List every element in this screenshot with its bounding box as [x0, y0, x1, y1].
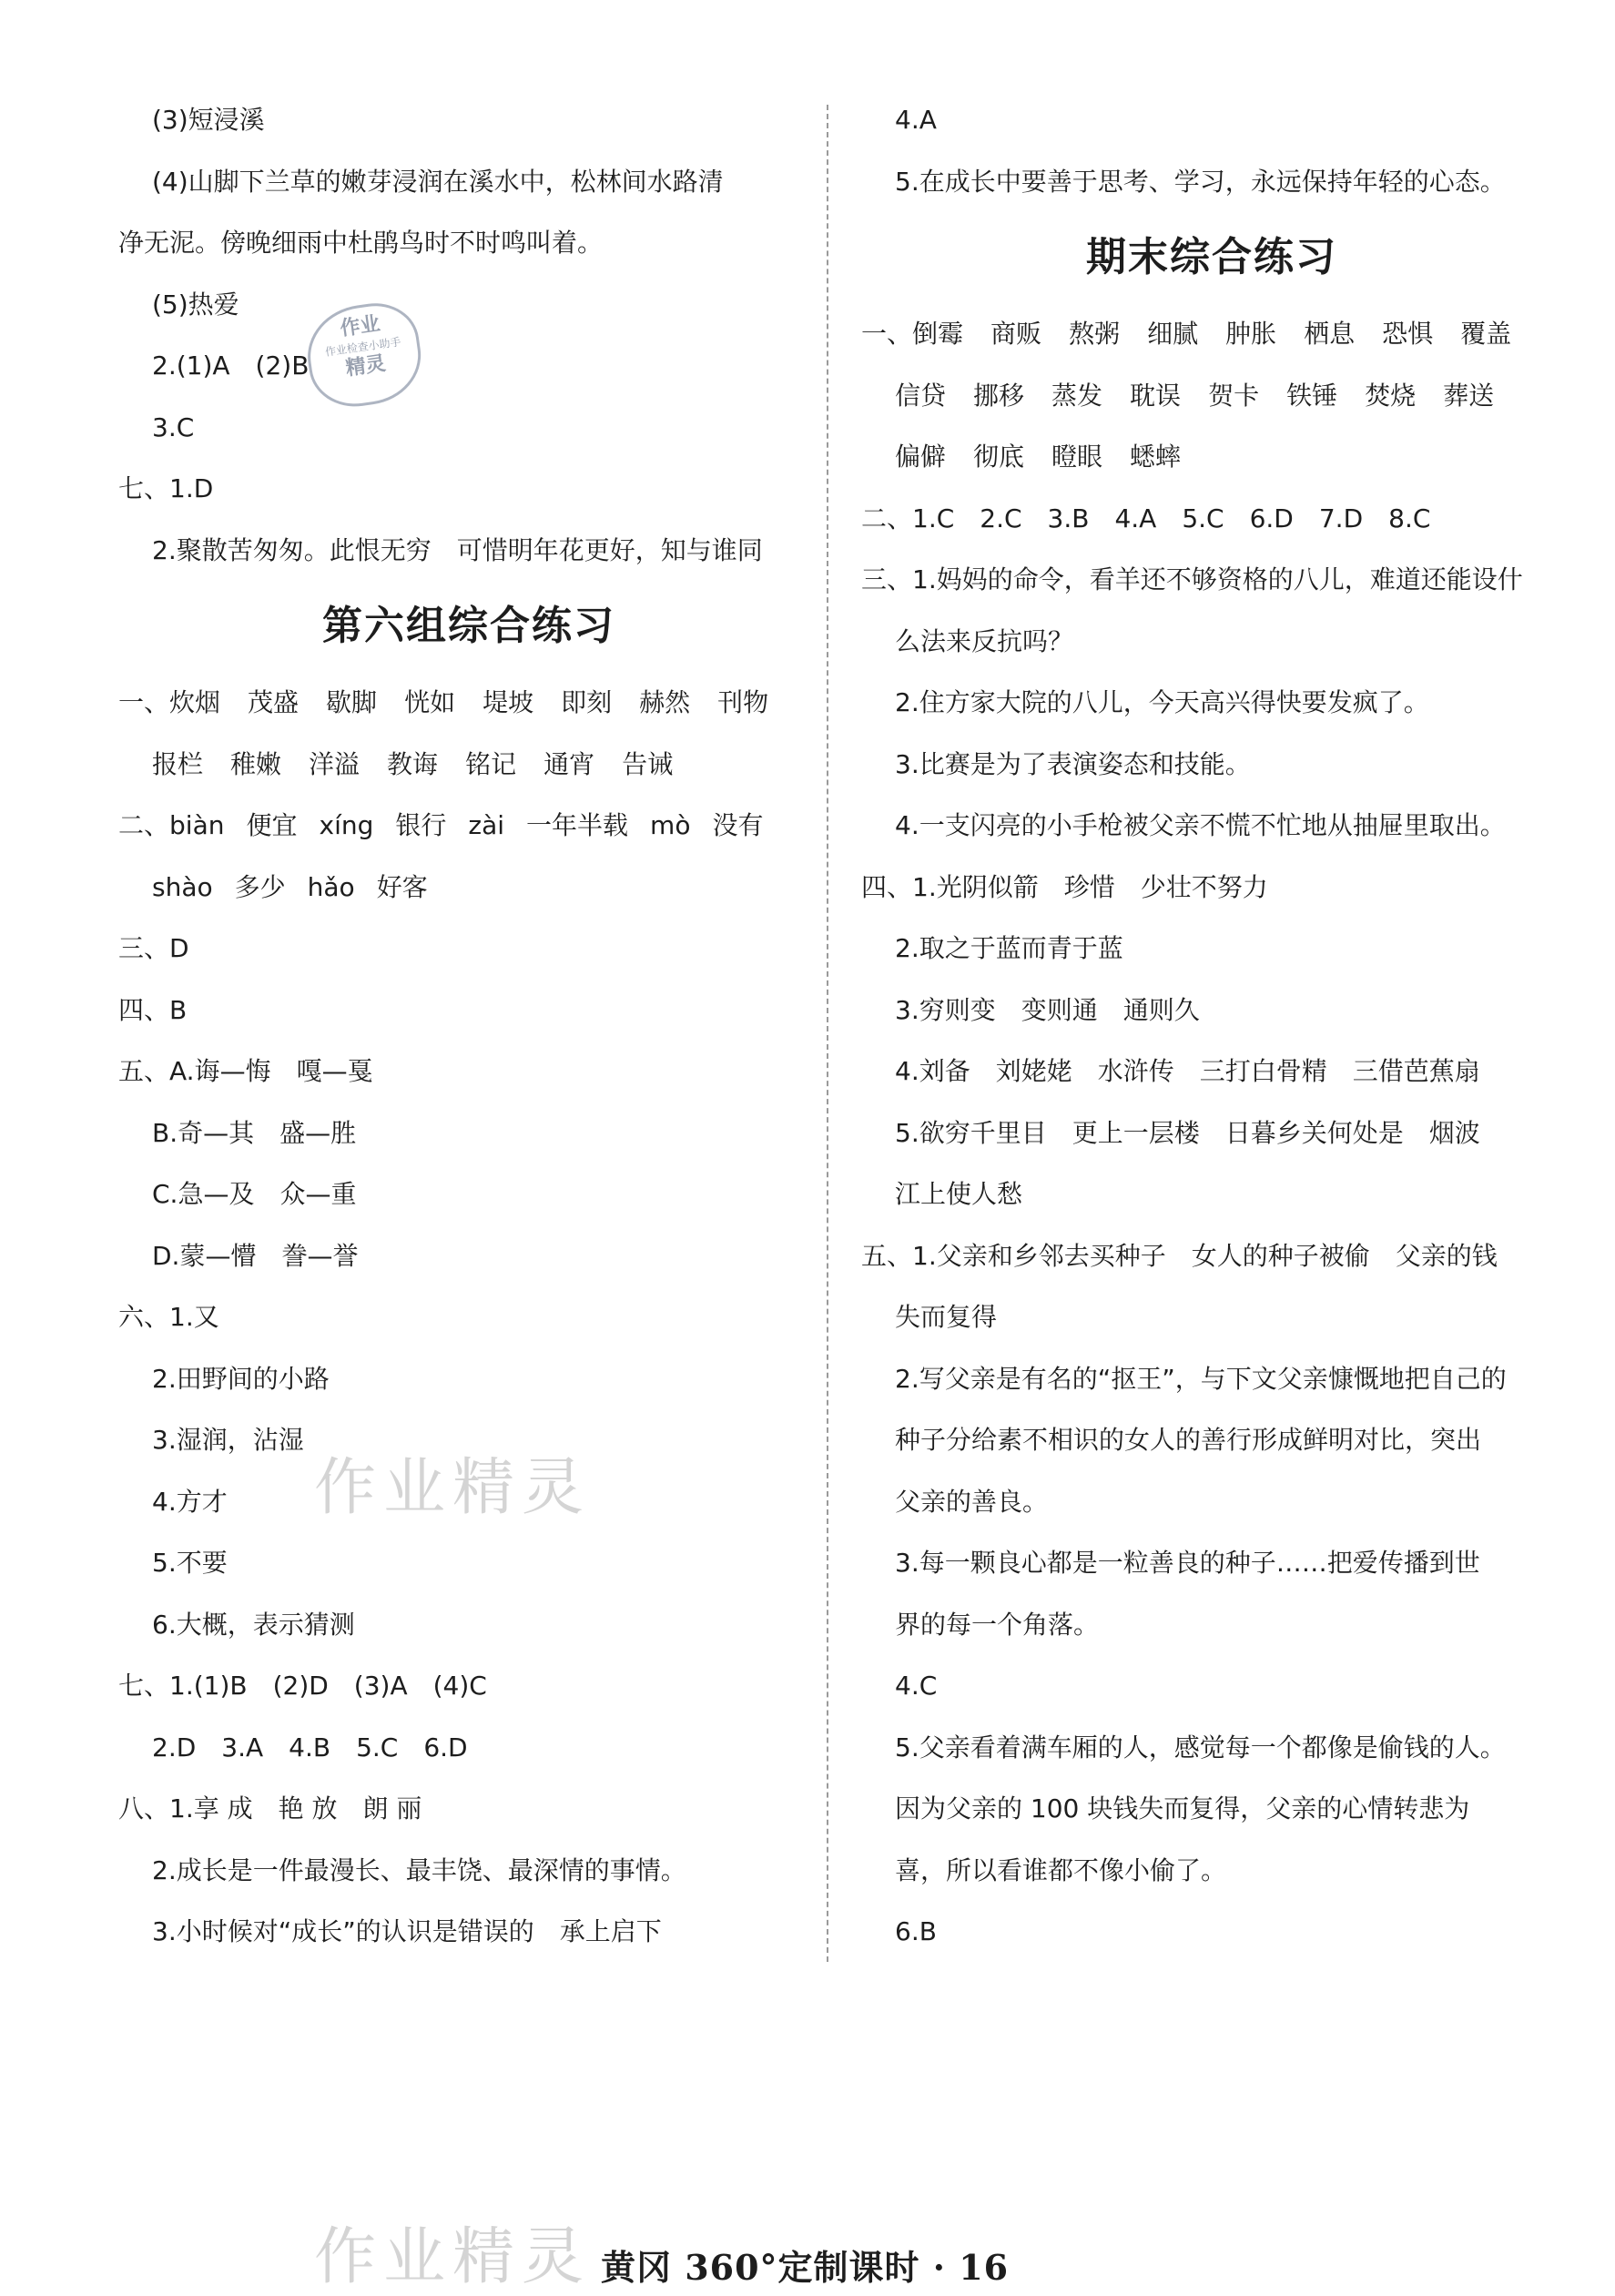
term: 贺卡	[1208, 380, 1260, 411]
section-label: 一、	[118, 687, 170, 717]
term: 细腻	[1147, 319, 1199, 349]
answer-line: 喜，所以看谁都不像小偷了。	[895, 1854, 1227, 1885]
answer-line: 四、B	[118, 994, 188, 1025]
word: 多少	[234, 871, 286, 902]
term: 商贩	[990, 319, 1042, 349]
word: 好客	[376, 871, 428, 902]
answer-line: 因为父亲的 100 块钱失而复得，父亲的心情转悲为	[895, 1793, 1470, 1824]
answer-line: 4.一支闪亮的小手枪被父亲不慌不忙地从抽屉里取出。	[895, 810, 1506, 840]
answer-line: 3.比赛是为了表演姿态和技能。	[895, 748, 1251, 779]
term: 彻底	[973, 442, 1025, 472]
answer-line: 6.大概，表示猜测	[152, 1609, 355, 1640]
answer-line: 5.在成长中要善于思考、学习，永远保持年轻的心态。	[895, 166, 1506, 197]
term: 炊烟	[169, 687, 221, 717]
answer-line: 4.A	[895, 105, 937, 135]
answer-line: 2.成长是一件最漫长、最丰饶、最深情的事情。	[152, 1854, 686, 1885]
terms-row	[118, 734, 819, 796]
term: 茂盛	[248, 687, 300, 717]
word: 便宜	[246, 810, 298, 840]
answer-line: 2.D 3.A 4.B 5.C 6.D	[152, 1732, 468, 1763]
answer-line: 5.欲穷千里目 更上一层楼 日暮乡关何处是 烟波	[895, 1117, 1480, 1148]
answer-line: 4.刘备 刘姥姥 水浒传 三打白骨精 三借芭蕉扇	[895, 1056, 1480, 1086]
answer-line: 三、1.妈妈的命令，看羊还不够资格的八儿，难道还能设什	[861, 564, 1523, 594]
answer-line: 二、1.C 2.C 3.B 4.A 5.C 6.D 7.D 8.C	[861, 503, 1431, 533]
page-footer: 黄冈 360°定制课时 · 16	[601, 2247, 1010, 2288]
word: 银行	[395, 810, 447, 840]
answer-line: 界的每一个角落。	[895, 1609, 1100, 1640]
answer-line: 2.住方家大院的八儿，今天高兴得快要发疯了。	[895, 687, 1429, 717]
pinyin: hǎo	[307, 871, 355, 902]
word: 一年半载	[526, 810, 629, 840]
word: 没有	[712, 810, 764, 840]
term: 刊物	[717, 687, 769, 717]
term: 熬粥	[1069, 319, 1121, 349]
term: 栖息	[1304, 319, 1356, 349]
pinyin: xíng	[319, 810, 374, 840]
pinyin: shào	[152, 871, 213, 902]
term: 瞪眼	[1051, 442, 1103, 472]
answer-line: 4.方才	[152, 1486, 228, 1517]
term: 蟋蟀	[1130, 442, 1182, 472]
answer-line: 么法来反抗吗？	[895, 625, 1074, 656]
answer-line: 八、1.享 成 艳 放 朗 丽	[118, 1793, 422, 1824]
answer-line: 3.C	[152, 411, 195, 442]
stamp-text: 作业	[339, 312, 382, 341]
answer-line: 2.聚散苦匆匆。此恨无穷 可惜明年花更好，知与谁同	[152, 534, 763, 565]
term: 肿胀	[1225, 319, 1277, 349]
answer-line: 七、1.D	[118, 473, 214, 503]
pinyin-row	[118, 795, 819, 857]
answer-line: 净无泥。傍晚细雨中杜鹃鸟时不时鸣叫着。	[118, 228, 604, 258]
answer-line: (4)山脚下兰草的嫩芽浸润在溪水中，松林间水路清	[152, 166, 724, 197]
term: 堤坡	[482, 687, 534, 717]
answer-line: 5.父亲看着满车厢的人，感觉每一个都像是偷钱的人。	[895, 1732, 1506, 1763]
answer-line: 2.写父亲是有名的“抠王”，与下文父亲慷慨地把自己的	[895, 1363, 1507, 1394]
term: 铭记	[465, 748, 517, 779]
term: 铁锤	[1286, 380, 1338, 411]
term: 歇脚	[326, 687, 378, 717]
answer-line: 6.B	[895, 1916, 937, 1946]
term: 洋溢	[309, 748, 361, 779]
left-column	[118, 89, 819, 1963]
stamp-text: 精灵	[344, 351, 388, 381]
section-heading-final: 期末综合练习	[1086, 234, 1337, 280]
section-label: 二、	[118, 810, 170, 840]
term: 偏僻	[895, 442, 947, 472]
term: 蒸发	[1051, 380, 1103, 411]
pinyin: zài	[468, 810, 505, 840]
answer-line: 2.取之于蓝而青于蓝	[895, 933, 1123, 963]
answer-line: 七、1.(1)B (2)D (3)A (4)C	[118, 1671, 487, 1701]
answer-line: D.蒙—懵 誊—誉	[152, 1240, 359, 1271]
term: 报栏	[152, 748, 204, 779]
answer-line: 2.田野间的小路	[152, 1363, 330, 1394]
answer-line: (5)热爱	[152, 289, 239, 320]
answer-line: 五、1.父亲和乡邻去买种子 女人的种子被偷 父亲的钱	[861, 1240, 1498, 1271]
answer-line: 2.(1)A (2)B	[152, 350, 310, 381]
answer-line: 父亲的善良。	[895, 1486, 1049, 1517]
pinyin: biàn	[169, 810, 225, 840]
term: 赫然	[639, 687, 691, 717]
answer-line: B.奇—其 盛—胜	[152, 1117, 357, 1148]
watermark: 作业精灵	[314, 1452, 592, 1524]
term: 教诲	[387, 748, 439, 779]
section-label: 一、	[861, 319, 913, 349]
answer-line: 种子分给素不相识的女人的善行形成鲜明对比，突出	[895, 1425, 1482, 1455]
term: 倒霉	[912, 319, 964, 349]
column-divider	[827, 105, 828, 1962]
term: 覆盖	[1460, 319, 1512, 349]
answer-line: 3.小时候对“成长”的认识是错误的 承上启下	[152, 1916, 662, 1946]
section-heading-group6: 第六组综合练习	[322, 603, 615, 649]
answer-line: 3.湿润，沾湿	[152, 1425, 304, 1455]
term: 告诫	[622, 748, 674, 779]
term: 稚嫩	[230, 748, 282, 779]
terms-row	[861, 365, 1562, 427]
term: 信贷	[895, 380, 947, 411]
right-column	[861, 89, 1562, 1963]
term: 葬送	[1443, 380, 1495, 411]
answer-line: C.急—及 众—重	[152, 1179, 357, 1209]
answer-line: 4.C	[895, 1671, 938, 1701]
answer-line: (3)短浸溪	[152, 105, 265, 135]
terms-row	[861, 426, 1562, 488]
terms-row	[118, 672, 819, 734]
term: 恐惧	[1382, 319, 1434, 349]
answer-line: 5.不要	[152, 1548, 228, 1578]
term: 挪移	[973, 380, 1025, 411]
answer-line: 失而复得	[895, 1302, 998, 1332]
pinyin: mò	[650, 810, 691, 840]
stamp-text: 作业检查小助手	[324, 335, 402, 359]
term: 即刻	[561, 687, 613, 717]
answer-line: 四、1.光阴似箭 珍惜 少壮不努力	[861, 871, 1268, 902]
term: 通宵	[543, 748, 595, 779]
watermark: 作业精灵	[314, 2221, 592, 2293]
answer-line: 江上使人愁	[895, 1179, 1023, 1209]
answer-line: 3.每一颗良心都是一粒善良的种子……把爱传播到世	[895, 1548, 1480, 1578]
term: 恍如	[404, 687, 456, 717]
answer-line: 五、A.诲—悔 嘎—戛	[118, 1056, 373, 1086]
pinyin-row	[118, 857, 819, 919]
term: 焚烧	[1365, 380, 1417, 411]
terms-row	[861, 303, 1562, 365]
term: 耽误	[1130, 380, 1182, 411]
answer-line: 六、1.又	[118, 1302, 219, 1332]
answer-line: 三、D	[118, 933, 189, 963]
answer-line: 3.穷则变 变则通 通则久	[895, 994, 1200, 1025]
